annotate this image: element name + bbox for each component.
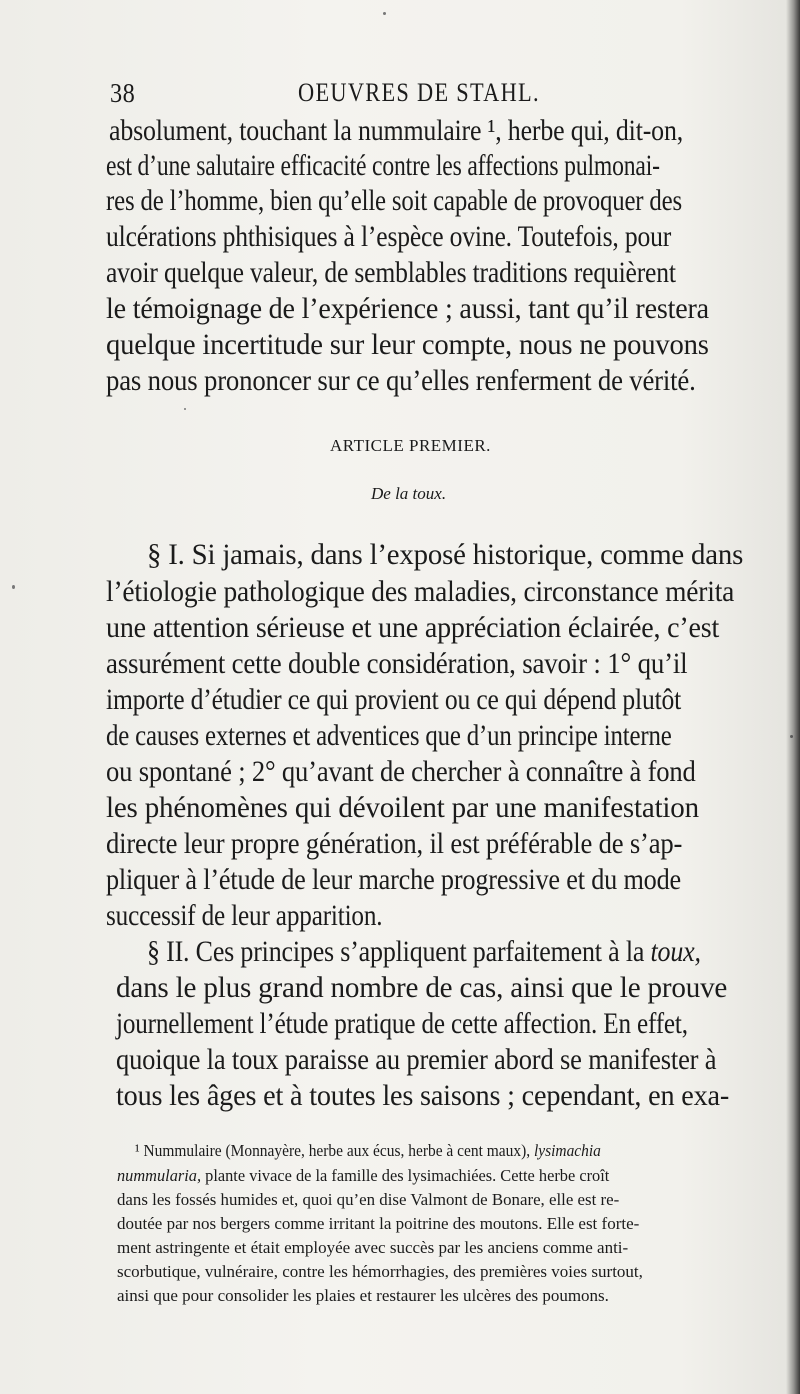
text-line: ulcérations phthisiques à l’espèce ovine. Toutefois, pour — [106, 220, 672, 253]
emphasis-nummularia: nummularia, — [117, 1166, 202, 1185]
running-head: OEUVRES DE STAHL. — [298, 78, 540, 107]
page-header — [110, 78, 730, 114]
emphasis-lysimachia: lysimachia — [533, 1141, 601, 1160]
text-line: ou spontané ; 2° qu’avant de chercher à connaître à fond — [106, 755, 696, 788]
text-run: plante vivace de la famille des lysimachiées. Cette herbe croît — [201, 1166, 610, 1185]
footnote-line: dans les fossés humides et, quoi qu’en dise Valmont de Bonare, elle est re- — [117, 1190, 620, 1209]
text-line: successif de leur apparition. — [106, 899, 383, 932]
text-line: quelque incertitude sur leur compte, nous ne pouvons — [106, 328, 709, 361]
text-line: avoir quelque valeur, de semblables traditions requièrent — [106, 256, 676, 289]
text-line: l’étiologie pathologique des maladies, circonstance mérita — [106, 575, 735, 608]
scan-speck — [383, 12, 386, 15]
footnote-line — [135, 1141, 601, 1161]
text-line: une attention sérieuse et une appréciation éclairée, c’est — [106, 611, 720, 644]
footnote-line: ainsi que pour consolider les plaies et restaurer les ulcères des poumons. — [117, 1286, 609, 1305]
text-line: importe d’étudier ce qui provient ou ce qui dépend plutôt — [106, 683, 682, 716]
text-line: absolument, touchant la nummulaire ¹, herbe qui, dit-on, — [109, 114, 684, 147]
page-number: 38 — [110, 78, 136, 108]
article-title: ARTICLE PREMIER. — [330, 436, 491, 455]
text-line: res de l’homme, bien qu’elle soit capable de provoquer des — [106, 184, 683, 217]
text-run: ¹ Nummulaire (Monnayère, herbe aux écus, herbe à cent maux), — [135, 1141, 534, 1160]
text-line: tous les âges et à toutes les saisons ; cependant, en exa- — [116, 1079, 730, 1112]
text-line: est d’une salutaire efficacité contre les affections pulmonai- — [106, 149, 660, 182]
text-line: les phénomènes qui dévoilent par une manifestation — [106, 791, 699, 824]
text-line: dans le plus grand nombre de cas, ainsi que le prouve — [116, 971, 728, 1004]
text-line: pas nous prononcer sur ce qu’elles renferment de vérité. — [106, 364, 696, 397]
text-line — [147, 935, 701, 969]
scan-speck — [12, 585, 15, 589]
text-line: journellement l’étude pratique de cette affection. En effet, — [116, 1007, 688, 1040]
scan-speck — [184, 408, 186, 410]
footnote-line: ment astringente et était employée avec succès par les anciens comme anti- — [117, 1238, 629, 1257]
article-subtitle: De la toux. — [371, 484, 447, 503]
text-line: pliquer à l’étude de leur marche progressive et du mode — [106, 863, 682, 896]
text-run: § II. Ces principes s’appliquent parfaitement à la — [147, 935, 651, 968]
footnote-line: doutée par nos bergers comme irritant la poitrine des moutons. Elle est forte- — [117, 1214, 640, 1233]
text-line: quoique la toux paraisse au premier abord se manifester à — [116, 1043, 717, 1076]
text-line: de causes externes et adventices que d’un principe interne — [106, 719, 672, 752]
text-line: § I. Si jamais, dans l’exposé historique, comme dans — [147, 538, 744, 571]
text-line: directe leur propre génération, il est préférable de s’ap- — [106, 827, 683, 860]
text-line: le témoignage de l’expérience ; aussi, tant qu’il restera — [106, 292, 709, 325]
emphasis-toux: toux, — [650, 935, 701, 968]
text-line: assurément cette double considération, savoir : 1° qu’il — [106, 647, 688, 680]
footnote-line — [117, 1166, 609, 1186]
footnote-line: scorbutique, vulnéraire, contre les hémorrhagies, des premières voies surtout, — [117, 1262, 643, 1281]
page-spine-shadow — [786, 0, 800, 1394]
